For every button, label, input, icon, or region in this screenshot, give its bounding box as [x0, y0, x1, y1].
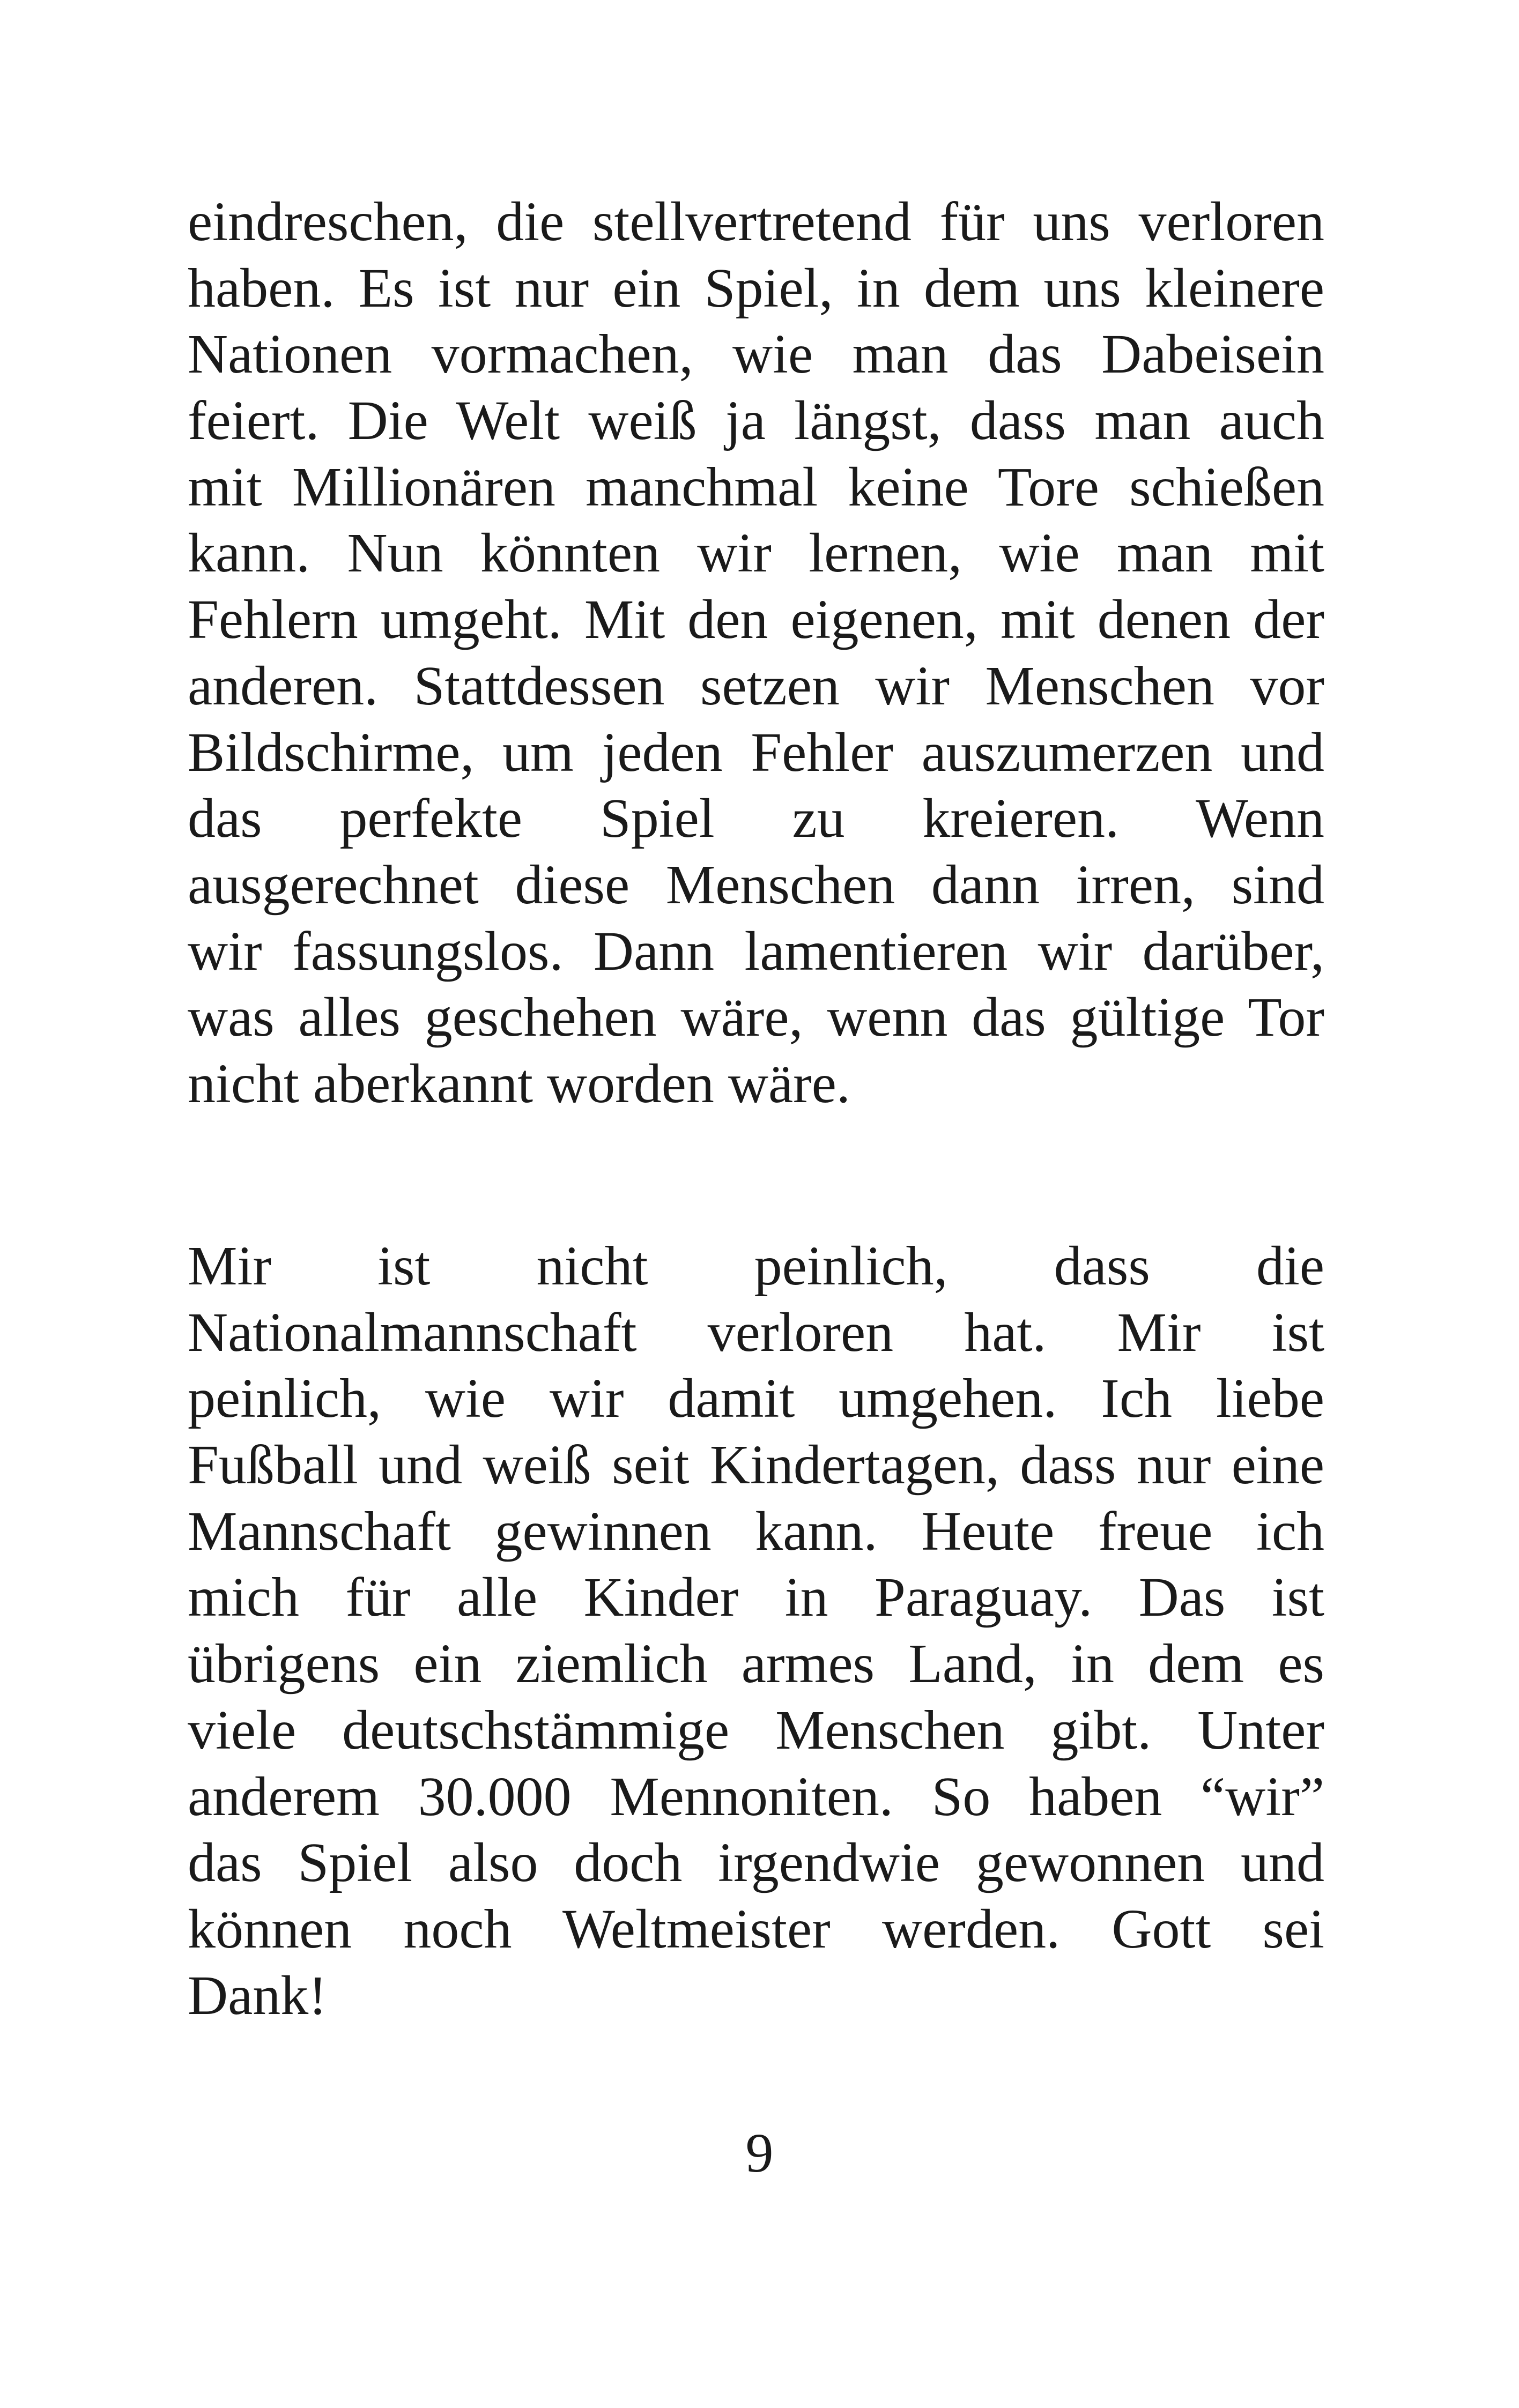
- text-line: mich für alle Kinder in Paraguay. Das ist: [188, 1566, 1324, 1629]
- page-number: 9: [745, 2122, 774, 2184]
- text-line: peinlich, wie wir damit umgehen. Ich liebe: [188, 1367, 1324, 1430]
- text-line: wir fassungslos. Dann lamentieren wir darüber,: [188, 920, 1324, 982]
- text-line: Bildschirme, um jeden Fehler auszumerzen und: [188, 721, 1324, 783]
- paragraph-1: [188, 189, 1324, 1117]
- text-line: was alles geschehen wäre, wenn das gültige Tor: [188, 986, 1324, 1049]
- paragraph-2: [188, 1233, 1324, 2028]
- text-line: das perfekte Spiel zu kreieren. Wenn: [188, 787, 1324, 850]
- text-line: anderen. Stattdessen setzen wir Menschen vor: [188, 655, 1324, 717]
- text-line: mit Millionären manchmal keine Tore schießen: [188, 456, 1324, 518]
- text-line: Mir ist nicht peinlich, dass die: [188, 1235, 1324, 1297]
- text-line: ausgerechnet diese Menschen dann irren, sind: [188, 853, 1324, 916]
- text-line: Dank!: [188, 1964, 327, 2026]
- text-line: übrigens ein ziemlich armes Land, in dem es: [188, 1633, 1324, 1695]
- text-line: Fehlern umgeht. Mit den eigenen, mit denen der: [188, 589, 1324, 651]
- text-line: das Spiel also doch irgendwie gewonnen und: [188, 1832, 1324, 1894]
- text-line: haben. Es ist nur ein Spiel, in dem uns kleinere: [188, 257, 1324, 319]
- text-line: eindreschen, die stellvertretend für uns verloren: [188, 191, 1324, 252]
- text-line: Nationalmannschaft verloren hat. Mir ist: [188, 1301, 1324, 1363]
- text-line: können noch Weltmeister werden. Gott sei: [188, 1898, 1324, 1960]
- text-line: Nationen vormachen, wie man das Dabeisein: [188, 323, 1324, 385]
- text-line: feiert. Die Welt weiß ja längst, dass man auch: [188, 390, 1324, 452]
- text-line: Mannschaft gewinnen kann. Heute freue ich: [188, 1500, 1324, 1562]
- text-line: kann. Nun könnten wir lernen, wie man mit: [188, 522, 1324, 584]
- text-line: viele deutschstämmige Menschen gibt. Unter: [188, 1699, 1324, 1761]
- text-line: anderem 30.000 Mennoniten. So haben “wir”: [188, 1765, 1324, 1827]
- text-line: Fußball und weiß seit Kindertagen, dass nur eine: [188, 1434, 1324, 1496]
- text-line: nicht aberkannt worden wäre.: [188, 1052, 850, 1114]
